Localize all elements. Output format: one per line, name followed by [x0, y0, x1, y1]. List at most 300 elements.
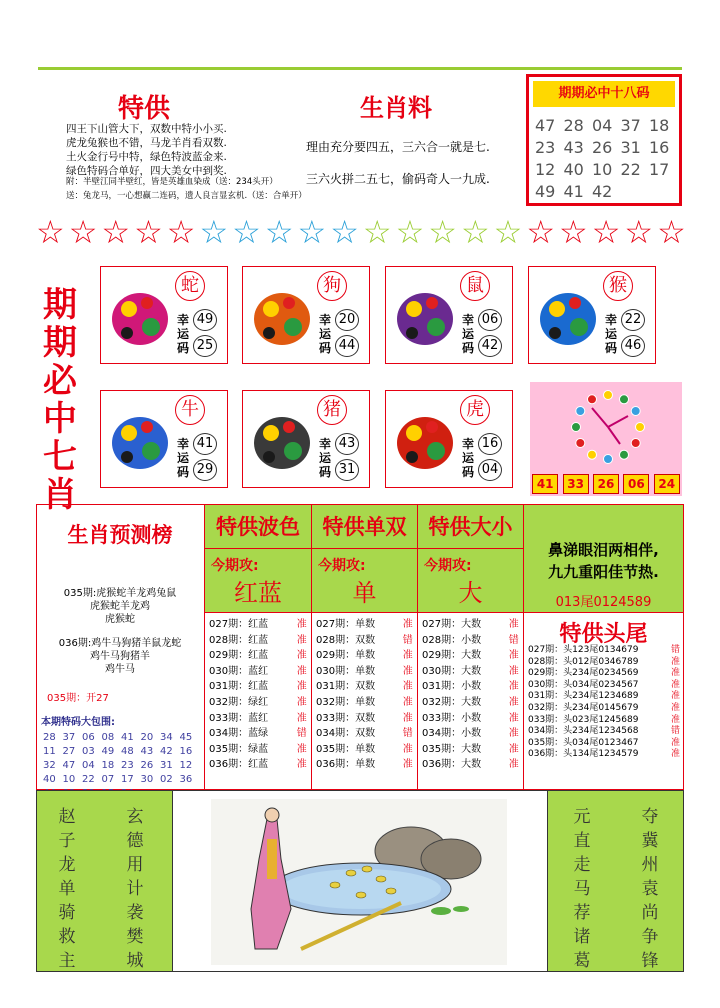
- record-row: [209, 648, 311, 664]
- zodiac-name: 狗: [317, 271, 347, 301]
- star-row: [36, 214, 686, 250]
- pkg-number: 17: [121, 774, 134, 785]
- record-row: [316, 726, 417, 742]
- record-result: 准: [296, 712, 307, 724]
- lucky-number: 31: [335, 459, 359, 481]
- zodiac-card: [385, 266, 513, 364]
- pkg-number: 34: [160, 732, 173, 743]
- record-text: 032期：单数: [316, 696, 376, 708]
- bose-title: 特供波色: [205, 505, 311, 549]
- record-result: 准: [402, 665, 413, 677]
- record-text: 028期：小数: [422, 634, 482, 646]
- record-row: [316, 711, 417, 727]
- record-result: 准: [296, 619, 307, 630]
- record-result: 错: [402, 728, 413, 740]
- star-icon: ☆: [297, 213, 327, 251]
- pkg-number: 28: [43, 732, 56, 743]
- pkg-number: 45: [179, 732, 193, 743]
- pkg-number: 18: [101, 760, 115, 771]
- record-row: [316, 617, 417, 633]
- te-line: 虎龙兔猴也不错，马龙羊肖看双数.: [66, 137, 227, 149]
- record-result: 准: [296, 665, 307, 677]
- record-text: 036期：单数: [316, 759, 376, 771]
- toutail-code: 013尾0124589: [555, 595, 652, 610]
- yuce-line: 鸡牛马狗猪羊: [90, 651, 150, 662]
- clock-dot: [576, 439, 585, 448]
- star-icon: ☆: [166, 213, 196, 251]
- record-result: 准: [670, 702, 680, 713]
- star-icon: ☆: [493, 213, 523, 251]
- record-text: 029期：头234尾0234569: [528, 668, 639, 679]
- record-row: [528, 726, 680, 738]
- papercut-image: [107, 401, 173, 479]
- pkg-number: 37: [62, 732, 76, 743]
- zodiac-card: [528, 266, 656, 364]
- clock-number: 24: [654, 474, 680, 494]
- attack-label: 今期攻:: [424, 558, 472, 574]
- star-icon: ☆: [232, 213, 261, 251]
- lucky-number: 42: [478, 335, 502, 357]
- record-text: 031期：红蓝: [209, 681, 269, 693]
- pkg-number: 31: [160, 760, 173, 771]
- star-icon: ☆: [428, 213, 457, 251]
- pkg-number: 06: [82, 732, 95, 743]
- record-text: 027期：大数: [422, 619, 482, 630]
- code-number: 28: [563, 116, 584, 135]
- clock-dot: [604, 455, 613, 464]
- pkg-number: 11: [43, 746, 56, 757]
- record-row: [528, 668, 680, 680]
- yuce-pkg-title: 本期特码大包围:: [41, 717, 115, 728]
- record-text: 036期：红蓝: [209, 759, 269, 771]
- record-row: [209, 726, 311, 742]
- star-icon: ☆: [559, 213, 588, 251]
- code-number: 04: [592, 116, 613, 135]
- record-row: [209, 711, 311, 727]
- pkg-number: 20: [140, 732, 154, 743]
- papercut-image: [392, 401, 458, 479]
- bottom-panel: [36, 790, 684, 972]
- record-text: 035期：绿蓝: [209, 743, 269, 755]
- pkg-number: 07: [101, 774, 115, 785]
- yuce-line: 鸡牛马: [105, 664, 135, 675]
- star-icon: ☆: [36, 213, 65, 251]
- pkg-number: 03: [82, 746, 95, 757]
- clock-number: 33: [563, 474, 589, 494]
- clock-dot: [604, 391, 613, 400]
- luck-label: 幸运码: [177, 313, 190, 355]
- record-text: 036期：头134尾1234579: [528, 749, 639, 760]
- pkg-number: 16: [179, 746, 193, 757]
- code-number: 41: [563, 182, 584, 201]
- record-result: 准: [670, 737, 680, 748]
- yuce-line: 036期:鸡牛马狗猪羊鼠龙蛇: [58, 638, 182, 649]
- top-divider: [38, 67, 682, 70]
- record-text: 034期：双数: [316, 728, 376, 740]
- record-result: 准: [402, 712, 413, 724]
- record-text: 032期：绿红: [209, 696, 269, 708]
- record-text: 030期：单数: [316, 665, 376, 677]
- clock-dot: [588, 450, 597, 459]
- papercut-image: [249, 277, 315, 355]
- sx-line: 三六火拼二五七，偷码奇人一九成.: [306, 172, 490, 186]
- record-text: 032期：头234尾0145679: [528, 702, 639, 713]
- zodiac-name: 鼠: [460, 271, 490, 301]
- record-row: [209, 664, 311, 680]
- qiqi-label: 期期必中七肖: [43, 285, 77, 515]
- bose-column: [205, 505, 312, 789]
- code-number: 40: [563, 160, 584, 179]
- box-18-codes: [526, 74, 682, 206]
- record-row: [528, 703, 680, 715]
- record-result: 错: [670, 726, 680, 737]
- star-icon: ☆: [591, 213, 621, 251]
- record-row: [422, 679, 523, 695]
- record-result: 准: [670, 679, 680, 690]
- pkg-number: 22: [82, 774, 95, 785]
- code-number: 31: [620, 138, 641, 157]
- record-text: 033期：双数: [316, 712, 376, 724]
- danshuang-attack: [312, 549, 417, 613]
- left-poem-col: 赵子龙单骑救主: [58, 807, 76, 971]
- clock-dot: [588, 395, 597, 404]
- papercut-image: [535, 277, 601, 355]
- toutail-column: [524, 505, 683, 789]
- record-result: 错: [296, 728, 307, 740]
- pkg-number: 26: [140, 760, 154, 771]
- record-text: 028期：红蓝: [209, 634, 269, 646]
- code-number: 16: [649, 138, 670, 157]
- zodiac-name: 虎: [460, 395, 490, 425]
- record-result: 错: [402, 634, 413, 646]
- record-result: 准: [670, 714, 680, 725]
- left-poem: [37, 791, 173, 971]
- record-text: 036期：大数: [422, 759, 482, 771]
- yuce-open: 035期：开27: [47, 693, 109, 704]
- record-text: 035期：单数: [316, 743, 376, 755]
- toutail-title: 特供头尾: [559, 622, 648, 647]
- box-18-numbers: [535, 115, 681, 203]
- record-result: 准: [296, 696, 307, 708]
- daxiao-rows: [422, 617, 523, 773]
- clock-panel: [530, 382, 682, 496]
- sx-title: 生肖料: [360, 94, 432, 122]
- attack-value: 大: [458, 579, 483, 607]
- record-result: 错: [670, 645, 680, 655]
- papercut-image: [107, 277, 173, 355]
- record-text: 029期：红蓝: [209, 650, 269, 662]
- lucky-number: 29: [193, 459, 217, 481]
- star-icon: ☆: [134, 213, 163, 251]
- clock-icon: [562, 386, 654, 468]
- lucky-number: 46: [621, 335, 645, 357]
- code-number: 10: [592, 160, 613, 179]
- record-row: [316, 664, 417, 680]
- zodiac-name: 牛: [175, 395, 205, 425]
- code-number: 23: [535, 138, 556, 157]
- record-row: [316, 695, 417, 711]
- record-row: [422, 757, 523, 773]
- luck-label: 幸运码: [462, 313, 475, 355]
- record-row: [422, 648, 523, 664]
- record-row: [316, 679, 417, 695]
- right-poem-col: 元直走马荐诸葛: [573, 807, 591, 971]
- star-icon: ☆: [624, 213, 654, 251]
- papercut-image: [249, 401, 315, 479]
- clock-dot: [620, 395, 629, 404]
- record-text: 027期：单数: [316, 619, 376, 630]
- lucky-number: 16: [478, 433, 502, 455]
- record-row: [209, 633, 311, 649]
- record-result: 准: [508, 712, 519, 724]
- attack-label: 今期攻:: [211, 558, 259, 574]
- bose-attack: [205, 549, 311, 613]
- pkg-number: 02: [160, 774, 173, 785]
- toutail-rows: [528, 645, 680, 761]
- attack-label: 今期攻:: [318, 558, 366, 574]
- pkg-number: 49: [101, 746, 115, 757]
- pkg-number: 30: [140, 774, 154, 785]
- record-result: 准: [402, 650, 413, 662]
- lucky-number: 04: [478, 459, 502, 481]
- record-row: [422, 726, 523, 742]
- record-row: [209, 679, 311, 695]
- lucky-number: 22: [621, 309, 645, 331]
- record-row: [422, 742, 523, 758]
- pkg-number: 48: [121, 746, 134, 757]
- code-number: 12: [535, 160, 556, 179]
- star-icon: ☆: [199, 213, 229, 251]
- record-row: [209, 617, 311, 633]
- record-text: 027期：头123尾0134679: [528, 645, 639, 655]
- star-icon: ☆: [264, 213, 294, 251]
- pkg-number: 23: [121, 760, 134, 771]
- clock-number: 06: [623, 474, 649, 494]
- record-row: [422, 617, 523, 633]
- yuce-line: 035期:虎猴蛇羊龙鸡兔鼠: [63, 588, 177, 599]
- code-number: 47: [535, 116, 556, 135]
- lucky-number: 06: [478, 309, 502, 331]
- luck-label: 幸运码: [319, 437, 332, 479]
- record-text: 035期：大数: [422, 743, 482, 755]
- record-row: [528, 657, 680, 669]
- danshuang-title: 特供单双: [312, 505, 417, 549]
- record-text: 032期：大数: [422, 696, 482, 708]
- record-text: 029期：单数: [316, 650, 376, 662]
- te-note: 送：兔龙马，一心想赢二连码，遗人良言显玄机.（送：合单开）: [66, 191, 307, 201]
- lucky-number: 43: [335, 433, 359, 455]
- record-row: [422, 695, 523, 711]
- record-row: [422, 633, 523, 649]
- sx-line: 理由充分要四五，三六合一就是七.: [306, 140, 490, 154]
- toutail-poem: 鼻涕眼泪两相伴,: [548, 541, 659, 559]
- pkg-number: 27: [62, 746, 76, 757]
- star-icon: ☆: [460, 213, 490, 251]
- record-text: 033期：头023尾1245689: [528, 714, 639, 725]
- star-icon: ☆: [330, 213, 359, 251]
- zodiac-card: [385, 390, 513, 488]
- record-text: 031期：小数: [422, 681, 482, 693]
- record-row: [209, 757, 311, 773]
- record-row: [528, 691, 680, 703]
- record-result: 准: [296, 681, 307, 693]
- clock-number: 26: [593, 474, 619, 494]
- record-result: 准: [402, 743, 413, 755]
- danshuang-rows: [316, 617, 417, 773]
- zodiac-name: 猪: [317, 395, 347, 425]
- daxiao-column: [418, 505, 524, 789]
- pkg-number: 08: [101, 732, 115, 743]
- record-row: [316, 742, 417, 758]
- record-result: 准: [508, 728, 519, 740]
- record-result: 准: [508, 650, 519, 662]
- record-result: 准: [296, 743, 307, 755]
- luck-label: 幸运码: [462, 437, 475, 479]
- toutail-top: [524, 505, 683, 613]
- code-number: 22: [620, 160, 641, 179]
- record-result: 准: [670, 668, 680, 679]
- record-text: 031期：头234尾1234689: [528, 691, 639, 702]
- record-text: 033期：蓝红: [209, 712, 269, 724]
- record-text: 034期：蓝绿: [209, 728, 269, 740]
- record-result: 准: [296, 634, 307, 646]
- record-row: [209, 695, 311, 711]
- code-number: 43: [563, 138, 584, 157]
- lucky-number: 20: [335, 309, 359, 331]
- record-result: 准: [508, 759, 519, 771]
- clock-numbers: [530, 474, 682, 494]
- clock-dot: [620, 450, 629, 459]
- right-poem: [547, 791, 683, 971]
- te-lines: [66, 122, 296, 178]
- star-icon: ☆: [395, 213, 425, 251]
- record-text: 030期：大数: [422, 665, 482, 677]
- clock-dot: [631, 407, 640, 416]
- record-row: [422, 711, 523, 727]
- right-poem-col: 夺冀州袁尚争锋: [641, 807, 659, 971]
- star-icon: ☆: [657, 213, 686, 251]
- clock-dot: [576, 407, 585, 416]
- record-result: 准: [508, 619, 519, 630]
- record-text: 030期：头034尾0234567: [528, 679, 639, 690]
- clock-dot: [631, 439, 640, 448]
- pkg-number: 36: [179, 774, 193, 785]
- star-icon: ☆: [362, 213, 392, 251]
- pkg-number: 32: [43, 760, 56, 771]
- record-result: 错: [508, 634, 519, 646]
- yuce-column: [37, 505, 205, 789]
- lucky-number: 41: [193, 433, 217, 455]
- record-row: [316, 633, 417, 649]
- record-result: 准: [670, 749, 680, 760]
- zodiac-name: 蛇: [175, 271, 205, 301]
- te-note: 附：半壁江同半壁红，皆是英雄血染成（送：234头开）: [66, 177, 278, 187]
- record-text: 034期：头234尾1234568: [528, 726, 639, 737]
- record-row: [528, 645, 680, 657]
- pkg-number: 40: [43, 774, 56, 785]
- attack-value: 单: [352, 579, 377, 607]
- star-icon: ☆: [68, 213, 98, 251]
- te-notes: [66, 175, 306, 203]
- record-result: 准: [296, 650, 307, 662]
- prediction-table: [36, 504, 684, 790]
- code-number: 26: [592, 138, 613, 157]
- record-row: [316, 648, 417, 664]
- record-result: 准: [670, 656, 680, 667]
- te-line: 绿色特码合单好，四大美女中到奖.: [66, 165, 227, 177]
- record-text: 027期：红蓝: [209, 619, 269, 630]
- record-result: 准: [670, 691, 680, 702]
- record-result: 准: [402, 681, 413, 693]
- pkg-number: 42: [160, 746, 173, 757]
- record-result: 准: [296, 759, 307, 771]
- record-result: 准: [402, 619, 413, 630]
- pkg-number: 47: [62, 760, 76, 771]
- yuce-line: 虎猴蛇羊龙鸡: [90, 601, 150, 612]
- zodiac-card: [242, 266, 370, 364]
- lucky-number: 25: [193, 335, 217, 357]
- record-row: [528, 715, 680, 727]
- code-number: 17: [649, 160, 670, 179]
- code-number: 18: [649, 116, 670, 135]
- daxiao-title: 特供大小: [418, 505, 523, 549]
- te-line: 四王下山管大下，双数中特小小买.: [66, 123, 227, 135]
- zodiac-name: 猴: [603, 271, 633, 301]
- code-number: 37: [620, 116, 641, 135]
- yuce-line: 虎猴蛇: [105, 614, 135, 625]
- box-18-title: 期期必中十八码: [533, 81, 675, 107]
- zodiac-card: [100, 266, 228, 364]
- luck-label: 幸运码: [177, 437, 190, 479]
- record-text: 028期：头012尾0346789: [528, 656, 639, 667]
- star-icon: ☆: [526, 213, 555, 251]
- record-row: [528, 680, 680, 692]
- record-text: 034期：小数: [422, 728, 482, 740]
- record-text: 033期：小数: [422, 712, 482, 724]
- lucky-number: 49: [193, 309, 217, 331]
- record-row: [209, 742, 311, 758]
- clock-number: 41: [532, 474, 558, 494]
- record-text: 031期：双数: [316, 681, 376, 693]
- record-row: [422, 664, 523, 680]
- luck-label: 幸运码: [605, 313, 618, 355]
- daxiao-attack: [418, 549, 523, 613]
- code-number: 49: [535, 182, 556, 201]
- pkg-number: 04: [82, 760, 95, 771]
- pkg-number: 12: [179, 760, 193, 771]
- code-number: 42: [592, 182, 613, 201]
- zodiac-card: [242, 390, 370, 488]
- bose-rows: [209, 617, 311, 773]
- record-result: 准: [508, 696, 519, 708]
- record-row: [316, 757, 417, 773]
- record-result: 准: [402, 696, 413, 708]
- record-row: [528, 749, 680, 761]
- te-line: 土火金行号中特，绿色特波蓝金来.: [66, 151, 227, 163]
- papercut-image: [392, 277, 458, 355]
- clock-dot: [636, 423, 645, 432]
- zodiac-card: [100, 390, 228, 488]
- danshuang-column: [312, 505, 418, 789]
- lucky-number: 44: [335, 335, 359, 357]
- te-title: 特供: [118, 94, 171, 124]
- record-result: 准: [508, 681, 519, 693]
- record-text: 030期：蓝红: [209, 665, 269, 677]
- pkg-number: 41: [121, 732, 134, 743]
- star-icon: ☆: [101, 213, 131, 251]
- luck-label: 幸运码: [319, 313, 332, 355]
- record-text: 028期：双数: [316, 634, 376, 646]
